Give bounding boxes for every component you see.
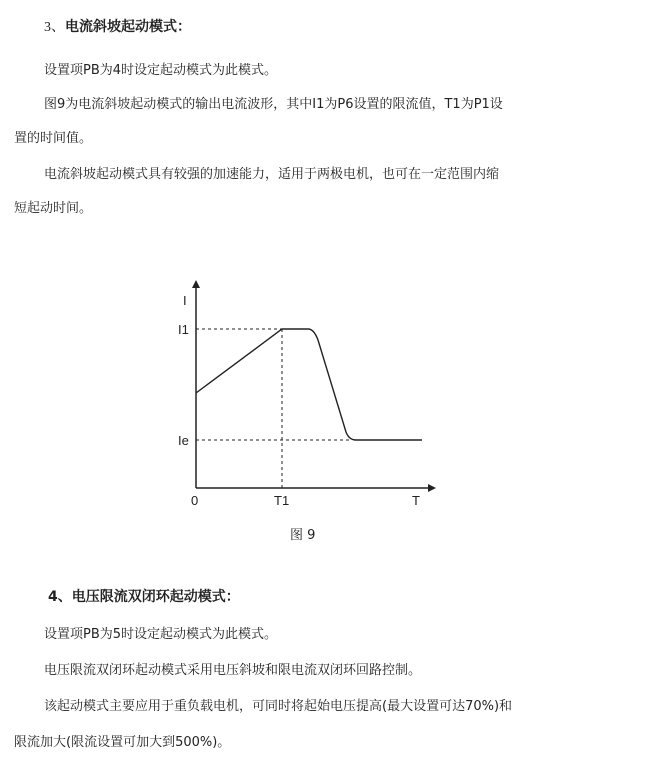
section-4-heading: 4、电压限流双闭环起动模式： bbox=[48, 589, 240, 605]
y-axis-label: I bbox=[183, 293, 187, 308]
section-4-paragraph-3-line-2: 限流加大(限流设置可加大到500%)。 bbox=[14, 735, 231, 750]
section-3-title: 电流斜坡起动模式： bbox=[65, 19, 191, 35]
current-waveform-curve bbox=[196, 329, 422, 440]
section-3-paragraph-3-line-1: 电流斜坡起动模式具有较强的加速能力，适用于两极电机，也可在一定范围内缩 bbox=[44, 167, 500, 182]
origin-label: 0 bbox=[191, 493, 199, 508]
figure-9-caption: 图 9 bbox=[290, 528, 316, 543]
section-3-paragraph-2-line-1: 图9为电流斜坡起动模式的输出电流波形，其中I1为P6设置的限流值，T1为P1设 bbox=[44, 97, 503, 112]
x-axis-label: T bbox=[412, 493, 420, 508]
section-4-paragraph-2: 电压限流双闭环起动模式采用电压斜坡和限电流双闭环回路控制。 bbox=[44, 663, 422, 678]
section-3-number: 3、 bbox=[44, 20, 65, 35]
section-3-paragraph-2-line-2: 置的时间值。 bbox=[14, 131, 93, 146]
ie-tick-label: Ie bbox=[178, 433, 189, 448]
section-3-paragraph-1: 设置项PB为4时设定起动模式为此模式。 bbox=[44, 63, 278, 78]
section-4-paragraph-3-line-1: 该起动模式主要应用于重负载电机，可同时将起始电压提高(最大设置可达70%)和 bbox=[44, 699, 513, 714]
section-4-paragraph-1: 设置项PB为5时设定起动模式为此模式。 bbox=[44, 627, 278, 642]
i1-tick-label: I1 bbox=[178, 322, 189, 337]
t1-tick-label: T1 bbox=[274, 493, 290, 508]
section-3-paragraph-3-line-2: 短起动时间。 bbox=[14, 201, 93, 216]
